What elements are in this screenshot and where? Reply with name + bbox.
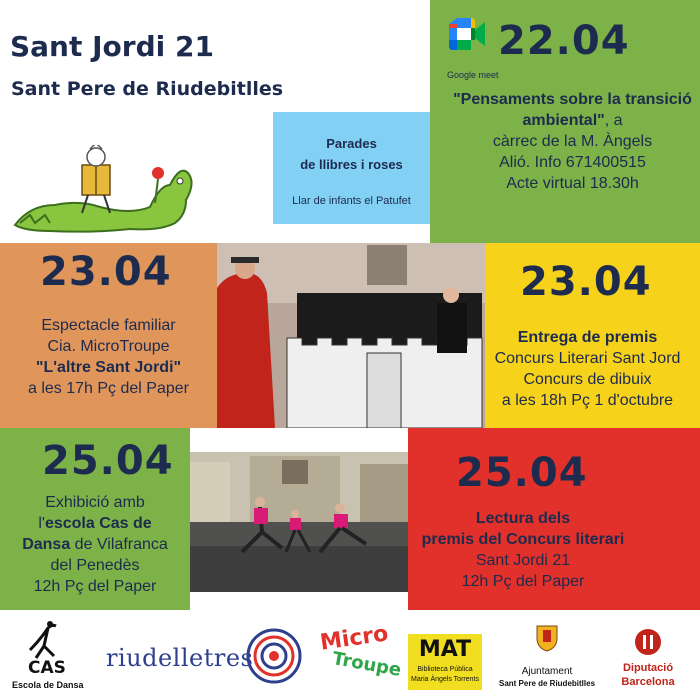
ajuntament-logo xyxy=(492,622,602,698)
microtroupe-logo-top: Micro xyxy=(318,621,390,656)
diputacio-city: Barcelona xyxy=(621,676,675,688)
event-2504-b-line-2: premis del Concurs literari xyxy=(421,531,625,548)
page-title: Sant Jordi 21 xyxy=(10,30,214,63)
cas-logo xyxy=(6,620,86,690)
google-meet-label: Google meet xyxy=(447,70,499,80)
event-2204-line-1: , a xyxy=(604,112,623,129)
mat-logo-text: MAT xyxy=(418,637,472,662)
event-2504-a-line-3b: de Vilafranca xyxy=(70,536,168,553)
event-2204-title: "Pensaments sobre la transició ambiental" xyxy=(453,91,692,129)
event-2504-a-line-3 xyxy=(0,534,190,555)
event-2504-b-description xyxy=(408,508,663,592)
event-2304-b-description xyxy=(485,327,700,411)
event-2204-line-3: Alió. Info 671400515 xyxy=(499,154,646,171)
stalls-line-2: de llibres i roses xyxy=(300,157,403,172)
mat-logo-subtitle-2: Maria Àngels Torrents xyxy=(411,676,479,683)
riudelletres-logo: riudelletres xyxy=(106,644,254,672)
diputacio-logo xyxy=(608,628,688,698)
event-2504-a-line-3a: Dansa xyxy=(22,536,71,553)
event-2204-date: 22.04 xyxy=(498,18,630,64)
sponsor-logo-bar xyxy=(0,610,700,700)
event-2504-b-date: 25.04 xyxy=(456,450,588,496)
cas-logo-subtitle: Escola de Dansa xyxy=(12,680,84,690)
event-2304-a-date: 23.04 xyxy=(40,249,172,295)
event-2304-b-line-1: Entrega de premis xyxy=(517,329,658,346)
cas-logo-text: CAS xyxy=(28,658,66,678)
event-2504-a-line-2a: l' xyxy=(38,515,45,532)
microtroupe-logo xyxy=(318,621,403,694)
mat-logo-subtitle-1: Biblioteca Pública xyxy=(417,666,473,673)
event-2304-a-line-2: Cia. MicroTroupe xyxy=(47,338,170,355)
page-subtitle: Sant Pere de Riudebitlles xyxy=(11,78,284,100)
circular-logo xyxy=(246,628,302,684)
dance-photo xyxy=(190,452,408,592)
stalls-line-1: Parades xyxy=(326,136,377,151)
event-2504-b-panel xyxy=(408,428,700,610)
event-2304-b-line-3: Concurs de dibuix xyxy=(523,371,652,388)
event-2304-b-line-2: Concurs Literari Sant Jord xyxy=(494,350,681,367)
event-2504-a-line-4: del Penedès xyxy=(50,557,140,574)
event-2304-a-description xyxy=(0,315,217,399)
event-2204-line-2: càrrec de la M. Àngels xyxy=(492,133,653,150)
google-meet-icon xyxy=(447,18,485,50)
event-2504-a-line-2b: escola Cas de xyxy=(44,515,152,532)
event-2504-a-line-5: 12h Pç del Paper xyxy=(33,578,157,595)
event-2304-a-line-1: Espectacle familiar xyxy=(41,317,176,334)
event-2504-a-date: 25.04 xyxy=(42,438,174,484)
mat-library-logo xyxy=(408,634,482,690)
event-2304-b-panel xyxy=(485,243,700,428)
dancer-icon xyxy=(20,620,64,660)
event-2504-b-line-4: 12h Pç del Paper xyxy=(461,573,585,590)
event-2204-description xyxy=(445,89,700,194)
event-2304-a-panel xyxy=(0,243,217,428)
event-2304-a-line-3: "L'altre Sant Jordi" xyxy=(35,359,182,376)
event-2304-a-line-4: a les 17h Pç del Paper xyxy=(28,380,189,397)
event-2504-b-line-1: Lectura dels xyxy=(475,510,571,527)
stalls-box xyxy=(273,112,430,224)
diputacio-name: Diputació xyxy=(622,662,674,674)
ajuntament-name: Ajuntament xyxy=(521,666,573,677)
puppet-show-photo xyxy=(217,243,485,428)
stalls-line-3: Llar de infants el Patufet xyxy=(292,195,411,207)
event-2304-b-date: 23.04 xyxy=(520,259,652,305)
event-2504-b-line-3: Sant Jordi 21 xyxy=(475,552,571,569)
event-2504-a-panel xyxy=(0,428,190,610)
event-2304-b-line-4: a les 18h Pç 1 d'octubre xyxy=(501,392,674,409)
dragon-illustration xyxy=(10,145,195,235)
event-2504-a-line-1: Exhibició amb xyxy=(45,494,145,511)
event-2504-a-description xyxy=(0,492,190,597)
diputacio-emblem-icon xyxy=(634,628,662,656)
event-2504-a-line-2 xyxy=(0,513,190,534)
event-2204-line-4: Acte virtual 18.30h xyxy=(506,175,639,192)
ajuntament-shield-icon xyxy=(535,622,559,652)
microtroupe-logo-bottom: Troupe xyxy=(330,648,403,681)
ajuntament-town: Sant Pere de Riudebitlles xyxy=(498,679,596,688)
